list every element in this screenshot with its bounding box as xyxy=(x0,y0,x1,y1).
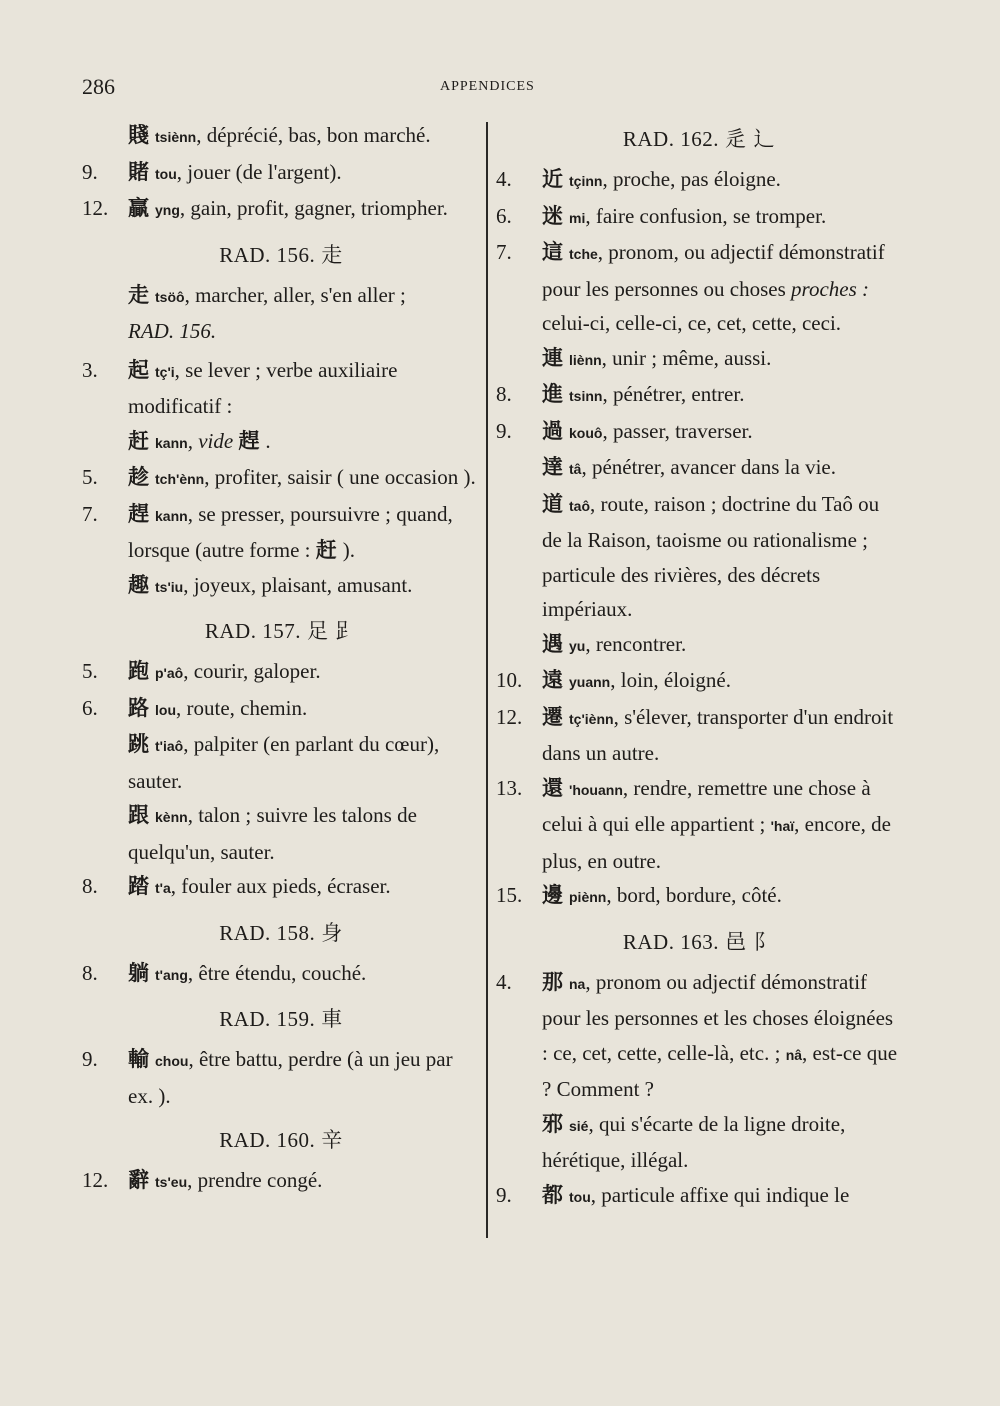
column-divider xyxy=(486,122,488,1238)
romanization: 'haï xyxy=(770,818,795,834)
hanzi: 遠 xyxy=(542,668,563,692)
entry xyxy=(496,377,902,414)
romanization: tâ xyxy=(569,461,582,477)
romanization: nâ xyxy=(785,1046,803,1063)
definition: , vide xyxy=(187,428,239,453)
stroke-number: 6. xyxy=(496,203,512,228)
radical-label: RAD. 158. xyxy=(219,920,316,945)
romanization: tche xyxy=(569,246,598,262)
entry xyxy=(82,1163,480,1200)
stroke-number: 6. xyxy=(82,695,98,720)
hanzi: 那 xyxy=(542,969,563,994)
radical-chars: 車 xyxy=(321,1007,343,1031)
definition: , talon ; suivre les talons de quelqu'un, sauter. xyxy=(128,803,417,864)
radical-heading xyxy=(82,1123,480,1157)
page-number: 286 xyxy=(82,74,115,99)
radical-chars: 身 xyxy=(321,920,343,945)
right-column xyxy=(496,118,902,1214)
stroke-number: 10. xyxy=(496,668,523,692)
romanization: piènn xyxy=(569,889,607,905)
definition: , route, raison ; doctrine du Taô ou de la Raison, taoisme ou rationalisme ; particule des rivières, des décrets impériaux. xyxy=(542,491,880,621)
radical-label: RAD. 156. xyxy=(219,242,316,267)
definition: , pénétrer, entrer. xyxy=(602,382,745,406)
stroke-number: 5. xyxy=(82,465,98,489)
entry xyxy=(496,627,902,664)
stroke-number: 8. xyxy=(82,960,98,985)
definition-italic: RAD. 156. xyxy=(128,319,217,343)
romanization: p'aô xyxy=(155,665,184,681)
radical-heading xyxy=(82,238,480,272)
radical-label: RAD. 162. xyxy=(622,127,719,151)
romanization: t'ang xyxy=(155,966,188,983)
definition: , rendre, remettre une chose à celui à qui elle appartient ; xyxy=(542,775,871,836)
definition: , pronom ou adjectif démonstratif pour les personnes et les choses éloignées : ce, cet, cette, celle-là, etc. ; xyxy=(542,969,894,1065)
romanization: lou xyxy=(155,701,176,718)
hanzi: 邪 xyxy=(542,1111,563,1136)
romanization: kann xyxy=(155,434,188,451)
hanzi: 進 xyxy=(542,382,563,406)
romanization: kouô xyxy=(569,424,603,441)
hanzi: 趁 xyxy=(128,465,149,489)
romanization: t'iaô xyxy=(155,738,184,754)
entry xyxy=(496,965,902,1107)
hanzi: 跳 xyxy=(128,732,149,756)
radical-chars: 辵 ⻌ xyxy=(724,127,776,151)
definition: , jouer (de l'argent). xyxy=(176,159,342,184)
running-head: APPENDICES xyxy=(440,79,535,94)
radical-chars: 足 𧾷 xyxy=(306,619,358,643)
definition: , faire confusion, se tromper. xyxy=(585,203,827,228)
definition: , être battu, perdre (à un jeu par ex. ). xyxy=(128,1047,453,1108)
radical-heading xyxy=(496,925,902,959)
romanization: kènn xyxy=(155,809,188,825)
radical-label: RAD. 159. xyxy=(219,1007,316,1031)
romanization: mi xyxy=(569,209,586,226)
entry xyxy=(496,487,902,627)
romanization: 'houann xyxy=(569,781,623,798)
entry xyxy=(496,878,902,915)
hanzi-ref: 趕 xyxy=(238,428,260,453)
definition: , déprécié, bas, bon marché. xyxy=(196,123,431,147)
romanization: tç'iènn xyxy=(569,710,614,727)
romanization: na xyxy=(569,975,586,992)
definition: , pronom, ou adjectif démonstratif pour les personnes ou choses xyxy=(542,240,885,301)
hanzi: 路 xyxy=(128,695,149,720)
definition: , se presser, poursuivre ; quand, lorsque (autre forme : xyxy=(128,501,453,562)
entry xyxy=(496,1178,902,1215)
definition: , encore, de plus, en outre. xyxy=(542,812,891,873)
definition: , route, chemin. xyxy=(176,695,308,720)
hanzi: 賤 xyxy=(128,123,149,147)
romanization: sié xyxy=(569,1117,589,1134)
hanzi: 踏 xyxy=(128,874,149,898)
stroke-number: 8. xyxy=(496,382,512,406)
entry xyxy=(82,460,480,497)
hanzi: 還 xyxy=(542,775,563,800)
radical-label: RAD. 163. xyxy=(622,929,719,954)
entry xyxy=(82,798,480,869)
hanzi: 起 xyxy=(128,357,149,382)
hanzi: 過 xyxy=(542,418,563,443)
entry xyxy=(82,278,480,349)
hanzi: 邊 xyxy=(542,883,563,907)
stroke-number: 5. xyxy=(82,659,98,683)
stroke-number: 12. xyxy=(496,704,523,729)
definition: , être étendu, couché. xyxy=(187,960,367,985)
entry xyxy=(496,450,902,487)
definition: , passer, traverser. xyxy=(602,418,753,443)
stroke-number: 9. xyxy=(496,418,512,443)
entry xyxy=(496,162,902,199)
left-column xyxy=(82,118,480,1200)
definition: , fouler aux pieds, écraser. xyxy=(170,874,391,898)
romanization: tou xyxy=(155,165,177,182)
definition: , palpiter (en parlant du cœur), sauter. xyxy=(128,732,440,793)
radical-label: RAD. 160. xyxy=(219,1128,316,1152)
stroke-number: 12. xyxy=(82,196,109,220)
hanzi: 輸 xyxy=(128,1047,149,1071)
entry xyxy=(82,191,480,228)
stroke-number: 9. xyxy=(82,159,98,184)
stroke-number: 12. xyxy=(82,1168,109,1192)
definition: , s'élever, transporter d'un endroit dans un autre. xyxy=(542,704,894,765)
radical-heading xyxy=(496,122,902,156)
hanzi: 躺 xyxy=(128,960,149,985)
romanization: tsiènn xyxy=(155,129,197,145)
hanzi: 跑 xyxy=(128,659,149,683)
punct: . xyxy=(265,428,271,453)
stroke-number: 4. xyxy=(496,969,512,994)
hanzi: 走 xyxy=(128,282,149,307)
radical-label: RAD. 157. xyxy=(204,619,301,643)
romanization: yuann xyxy=(569,674,611,690)
definition: , unir ; même, aussi. xyxy=(601,345,772,370)
stroke-number: 15. xyxy=(496,883,523,907)
definition: , qui s'écarte de la ligne droite, hérétique, illégal. xyxy=(542,1111,846,1172)
romanization: tch'ènn xyxy=(155,471,205,487)
hanzi: 達 xyxy=(542,455,563,479)
entry xyxy=(496,414,902,451)
stroke-number: 7. xyxy=(82,501,98,526)
stroke-number: 4. xyxy=(496,167,512,191)
romanization: tç'i xyxy=(155,363,175,380)
hanzi: 賭 xyxy=(128,159,149,184)
definition: , particule affixe qui indique le xyxy=(590,1182,850,1207)
definition: , gain, profit, gagner, triompher. xyxy=(179,196,448,220)
definition-italic: proches : xyxy=(791,276,869,301)
hanzi-ref: 赶 xyxy=(315,538,337,562)
hanzi: 赶 xyxy=(128,428,149,453)
radical-chars: 邑 阝 xyxy=(724,929,776,954)
radical-heading xyxy=(82,916,480,950)
definition: , pénétrer, avancer dans la vie. xyxy=(581,455,836,479)
definition: , profiter, saisir ( une occasion ). xyxy=(204,465,476,489)
romanization: ts'eu xyxy=(155,1174,188,1190)
stroke-number: 7. xyxy=(496,240,512,264)
hanzi: 辭 xyxy=(128,1168,149,1192)
hanzi: 都 xyxy=(542,1182,563,1207)
radical-chars: 走 xyxy=(321,242,343,267)
romanization: taô xyxy=(569,497,590,514)
romanization: yng xyxy=(155,202,180,218)
romanization: t'a xyxy=(155,880,171,896)
punct: ). xyxy=(342,538,356,562)
entry xyxy=(82,1042,480,1113)
stroke-number: 8. xyxy=(82,874,98,898)
hanzi: 迷 xyxy=(542,203,563,228)
definition: , se lever ; verbe auxiliaire modificatif : xyxy=(128,357,398,418)
hanzi: 趣 xyxy=(128,572,149,597)
definition: celui-ci, celle-ci, ce, cet, cette, ceci. xyxy=(542,311,842,335)
hanzi: 跟 xyxy=(128,803,149,827)
radical-heading xyxy=(82,1002,480,1036)
definition: , proche, pas éloigne. xyxy=(602,167,781,191)
romanization: liènn xyxy=(569,351,602,368)
romanization: tsöô xyxy=(155,288,185,305)
hanzi: 遇 xyxy=(542,631,563,656)
romanization: chou xyxy=(155,1053,189,1069)
romanization: ts'iu xyxy=(155,578,184,595)
hanzi: 贏 xyxy=(128,196,149,220)
romanization: kann xyxy=(155,507,188,524)
entry xyxy=(82,869,480,906)
entry xyxy=(82,353,480,424)
radical-heading xyxy=(82,614,480,648)
definition: , loin, éloigné. xyxy=(610,668,731,692)
stroke-number: 9. xyxy=(496,1182,512,1207)
stroke-number: 9. xyxy=(82,1047,98,1071)
definition: , est-ce que ? Comment ? xyxy=(542,1040,898,1101)
entry xyxy=(82,118,480,155)
entry xyxy=(82,727,480,798)
entry xyxy=(82,956,480,993)
hanzi: 近 xyxy=(542,167,563,191)
definition: , prendre congé. xyxy=(187,1168,323,1192)
entry xyxy=(496,1107,902,1178)
definition: , rencontrer. xyxy=(585,631,687,656)
entry xyxy=(496,199,902,236)
romanization: tou xyxy=(569,1188,591,1205)
entry xyxy=(496,663,902,700)
stroke-number: 3. xyxy=(82,357,98,382)
entry xyxy=(496,341,902,378)
hanzi: 遷 xyxy=(542,704,563,729)
entry xyxy=(82,691,480,728)
hanzi: 趕 xyxy=(128,501,149,526)
entry xyxy=(82,497,480,568)
definition: , bord, bordure, côté. xyxy=(606,883,782,907)
definition: , joyeux, plaisant, amusant. xyxy=(183,572,413,597)
hanzi: 連 xyxy=(542,345,563,370)
stroke-number: 13. xyxy=(496,775,523,800)
entry xyxy=(496,700,902,771)
entry xyxy=(82,654,480,691)
romanization: tçinn xyxy=(569,173,603,189)
hanzi: 道 xyxy=(542,491,563,516)
definition: , courir, galoper. xyxy=(183,659,321,683)
entry xyxy=(496,235,902,341)
entry xyxy=(82,424,480,461)
definition: , marcher, aller, s'en aller ; xyxy=(184,282,406,307)
entry xyxy=(82,568,480,605)
romanization: tsinn xyxy=(569,388,603,404)
hanzi: 這 xyxy=(542,240,563,264)
entry xyxy=(496,771,902,879)
entry xyxy=(82,155,480,192)
romanization: yu xyxy=(569,637,586,654)
radical-chars: 辛 xyxy=(321,1128,343,1152)
